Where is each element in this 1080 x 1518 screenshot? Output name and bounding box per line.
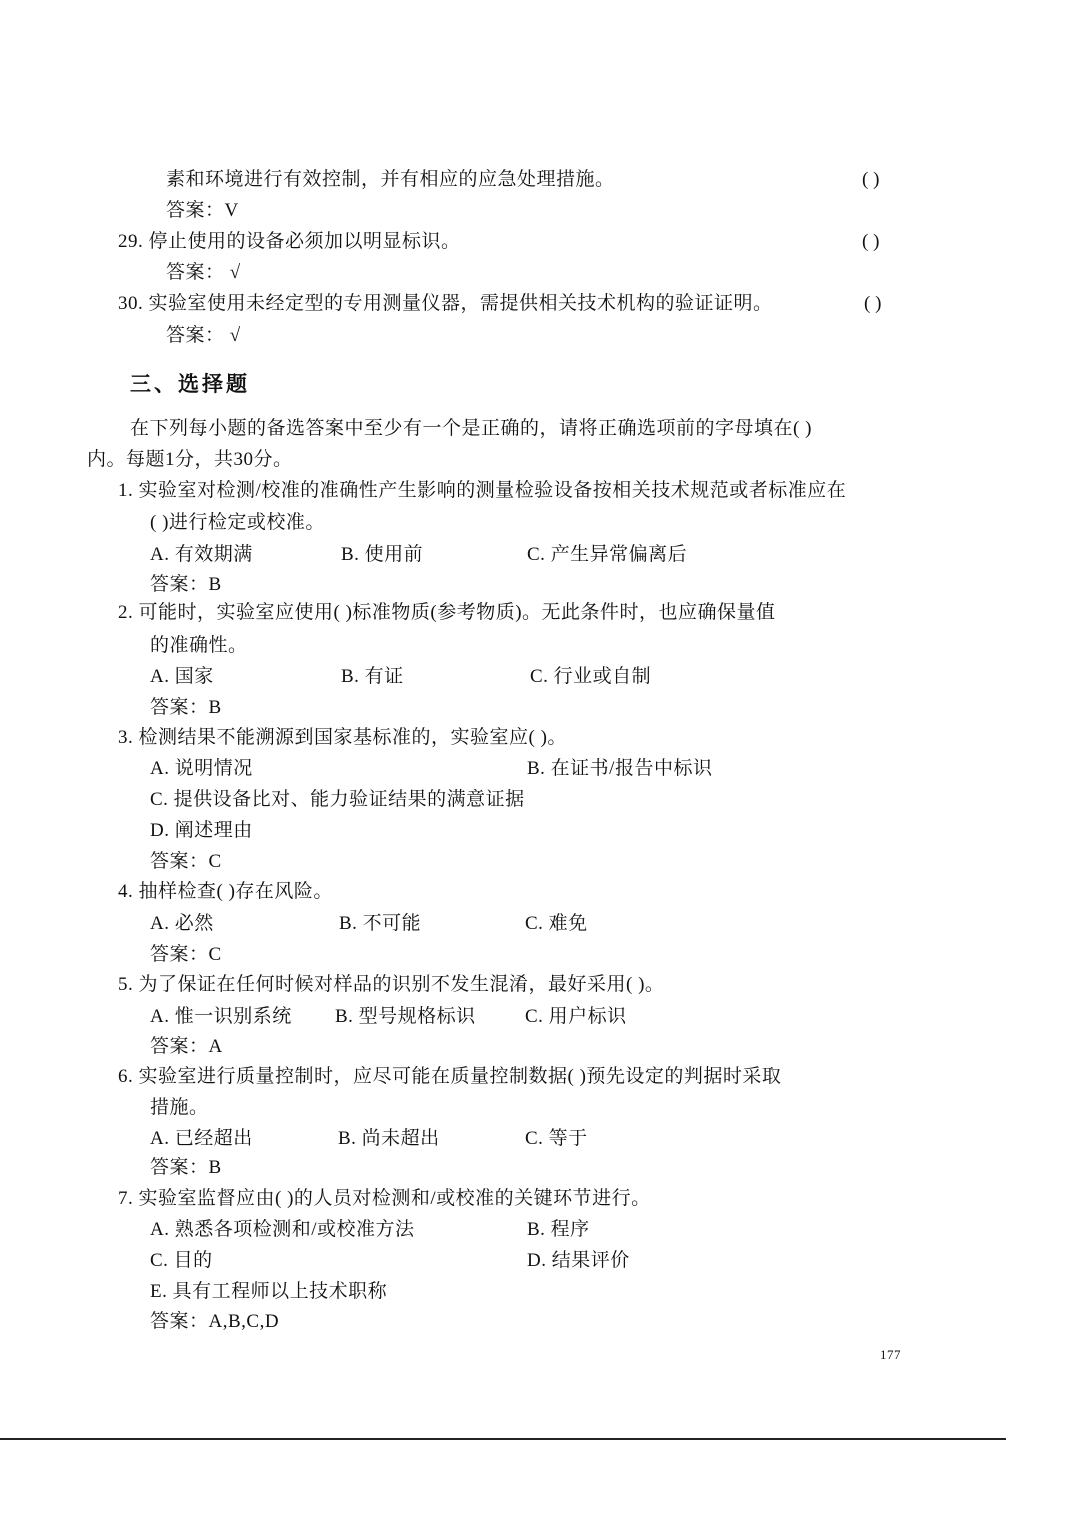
question-3-answer: 答案：C [150, 851, 222, 872]
tf-q28-answer-blank: ( ) [862, 169, 880, 190]
question-2-stem-cont: 的准确性。 [150, 635, 248, 656]
question-4-option-a: A. 必然 [150, 913, 214, 934]
question-3-option-b: B. 在证书/报告中标识 [527, 758, 713, 779]
question-4-option-b: B. 不可能 [339, 913, 422, 934]
question-1-stem: 1. 实验室对检测/校准的准确性产生影响的测量检验设备按相关技术规范或者标准应在 [118, 480, 847, 501]
question-2-option-b: B. 有证 [341, 666, 404, 687]
question-4-stem: 4. 抽样检查( )存在风险。 [118, 881, 333, 902]
section-intro-line2: 内。每题1分，共30分。 [87, 449, 293, 470]
question-2-option-a: A. 国家 [150, 666, 214, 687]
question-6-answer: 答案：B [150, 1157, 222, 1178]
question-6-option-a: A. 已经超出 [150, 1128, 253, 1149]
tf-q29-answer-blank: ( ) [862, 231, 880, 252]
question-1-answer: 答案：B [150, 574, 222, 595]
footer-rule [0, 1438, 1006, 1440]
page-number: 177 [880, 1347, 901, 1362]
question-4-answer: 答案：C [150, 944, 222, 965]
question-7-option-b: B. 程序 [527, 1219, 590, 1240]
question-3-option-a: A. 说明情况 [150, 758, 253, 779]
question-7-option-d: D. 结果评价 [527, 1250, 630, 1271]
section-heading: 三、选择题 [130, 372, 250, 396]
question-5-option-c: C. 用户标识 [525, 1006, 627, 1027]
section-intro-line1: 在下列每小题的备选答案中至少有一个是正确的，请将正确选项前的字母填在( ) [130, 418, 812, 439]
question-2-answer: 答案：B [150, 697, 222, 718]
question-1-option-a: A. 有效期满 [150, 544, 253, 565]
question-7-option-c: C. 目的 [150, 1250, 213, 1271]
question-6-option-c: C. 等于 [525, 1128, 588, 1149]
question-6-option-b: B. 尚未超出 [338, 1128, 440, 1149]
question-2-option-c: C. 行业或自制 [530, 666, 652, 687]
question-3-stem: 3. 检测结果不能溯源到国家基标准的，实验室应( )。 [118, 727, 567, 748]
question-5-stem: 5. 为了保证在任何时候对样品的识别不发生混淆，最好采用( )。 [118, 974, 665, 995]
tf-q28-continuation: 素和环境进行有效控制，并有相应的应急处理措施。 [166, 169, 615, 190]
question-7-stem: 7. 实验室监督应由( )的人员对检测和/或校准的关键环节进行。 [118, 1188, 651, 1209]
tf-q28-answer: 答案：V [166, 200, 239, 221]
question-6-stem: 6. 实验室进行质量控制时，应尽可能在质量控制数据( )预先设定的判据时采取 [118, 1066, 782, 1087]
question-7-answer: 答案：A,B,C,D [150, 1311, 280, 1332]
question-1-stem-cont: ( )进行检定或校准。 [150, 512, 325, 533]
question-7-option-a: A. 熟悉各项检测和/或校准方法 [150, 1219, 415, 1240]
question-1-option-b: B. 使用前 [341, 544, 424, 565]
question-3-option-c: C. 提供设备比对、能力验证结果的满意证据 [150, 789, 525, 810]
tf-q30-answer-blank: ( ) [864, 293, 882, 314]
question-7-option-e: E. 具有工程师以上技术职称 [150, 1281, 388, 1302]
question-4-option-c: C. 难免 [525, 913, 588, 934]
tf-q30: 30. 实验室使用未经定型的专用测量仪器，需提供相关技术机构的验证证明。 [118, 293, 773, 314]
question-3-option-d: D. 阐述理由 [150, 820, 253, 841]
question-5-option-b: B. 型号规格标识 [335, 1006, 476, 1027]
question-5-answer: 答案：A [150, 1036, 223, 1057]
tf-q29: 29. 停止使用的设备必须加以明显标识。 [118, 231, 461, 252]
question-6-stem-cont: 措施。 [150, 1097, 209, 1118]
question-1-option-c: C. 产生异常偏离后 [527, 544, 688, 565]
question-5-option-a: A. 惟一识别系统 [150, 1006, 292, 1027]
question-2-stem: 2. 可能时，实验室应使用( )标准物质(参考物质)。无此条件时，也应确保量值 [118, 602, 776, 623]
tf-q29-answer: 答案： √ [166, 262, 241, 283]
tf-q30-answer: 答案： √ [166, 325, 241, 346]
